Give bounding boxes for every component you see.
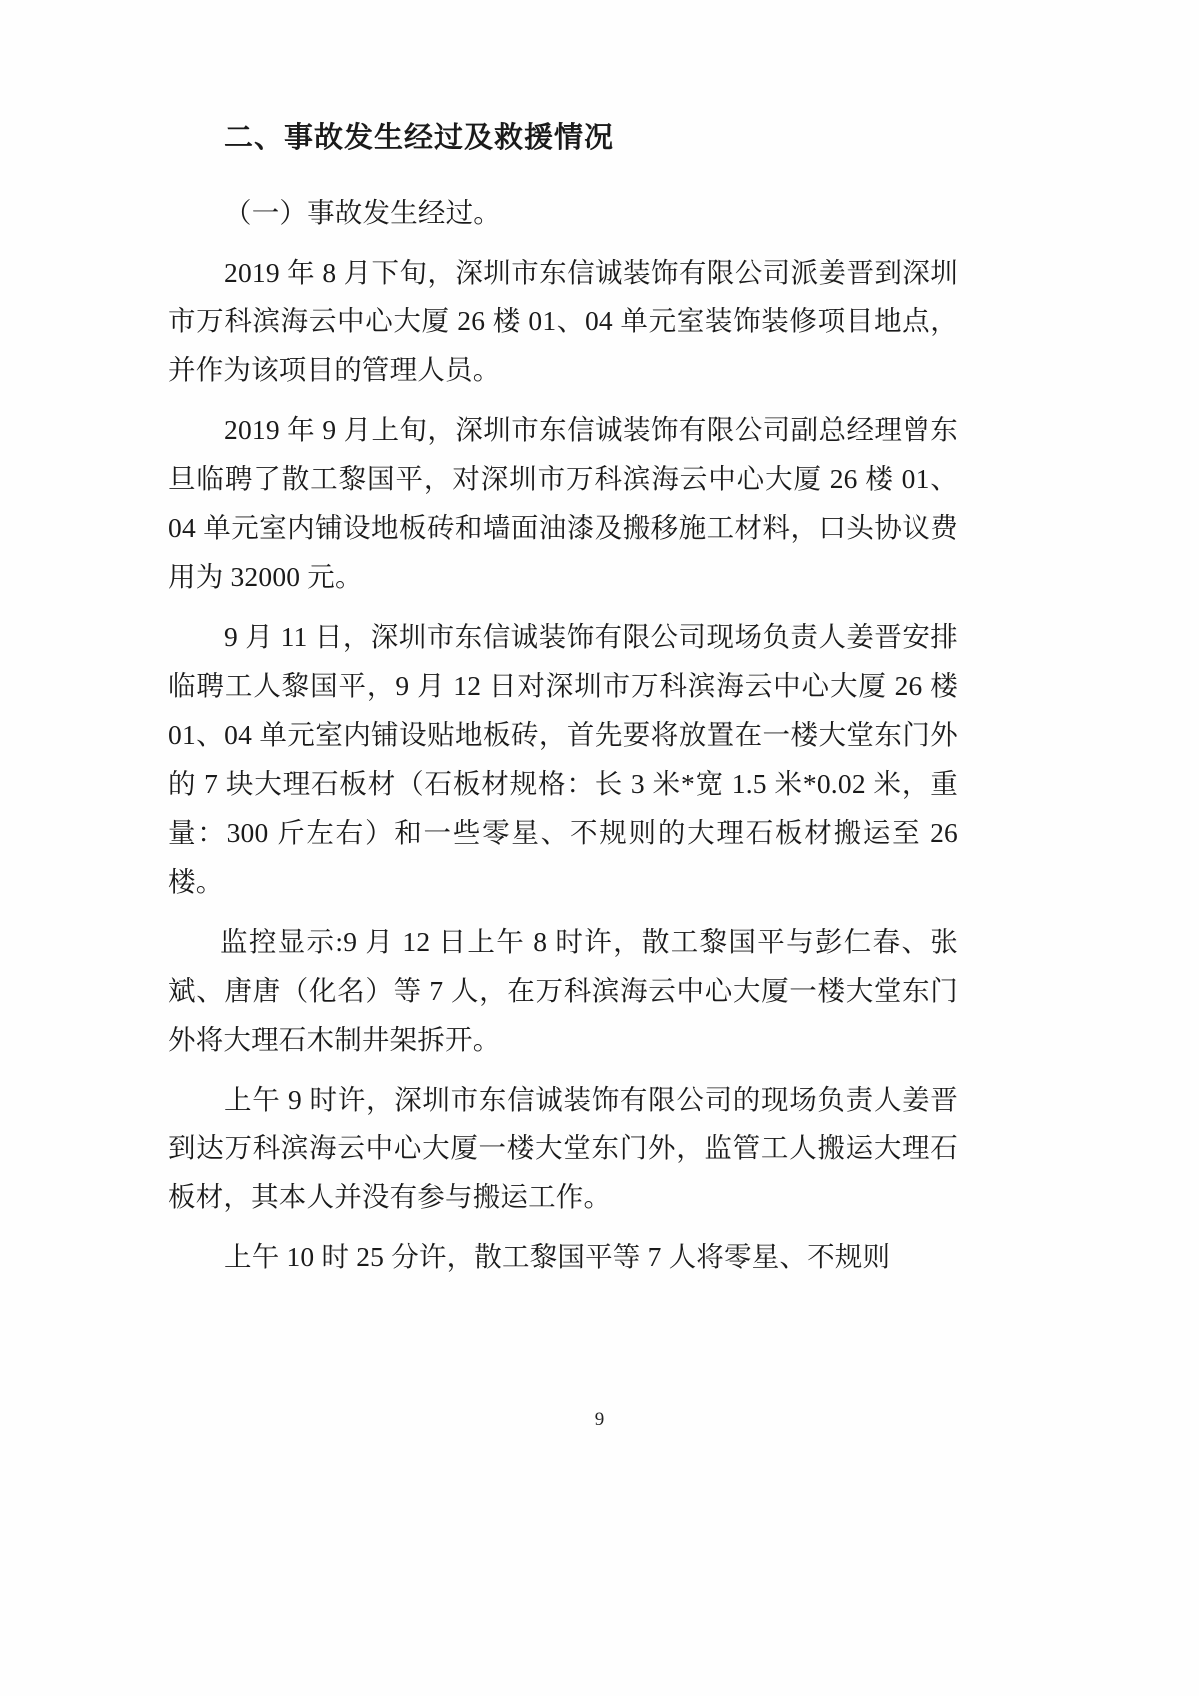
paragraph-1: 2019 年 8 月下旬，深圳市东信诚装饰有限公司派姜晋到深圳市万科滨海云中心大厦 26 楼 01、04 单元室装饰装修项目地点，并作为该项目的管理人员。 [168,256,958,386]
paragraph-subsection-title: （一）事故发生经过。 [224,196,501,228]
paragraph-4: 监控显示:9 月 12 日上午 8 时许，散工黎国平与彭仁春、张斌、唐唐（化名）等 7 人，在万科滨海云中心大厦一楼大堂东门外将大理石木制井架拆开。 [168,925,958,1055]
paragraph-2: 2019 年 9 月上旬，深圳市东信诚装饰有限公司副总经理曾东旦临聘了散工黎国平，对深圳市万科滨海云中心大厦 26 楼 01、04 单元室内铺设地板砖和墙面油漆及搬移施工材料，口头协议费用为 32000 元。 [168,414,958,593]
section-heading: 二、事故发生经过及救援情况 [224,122,615,154]
paragraph-3: 9 月 11 日，深圳市东信诚装饰有限公司现场负责人姜晋安排临聘工人黎国平，9 月 12 日对深圳市万科滨海云中心大厦 26 楼 01、04 单元室内铺设贴地板砖，首先要将放置在一楼大堂东门外的 7 块大理石板材（石板材规格：长 3 米*宽 1.5 米*0.02 米，重量：300 斤左右）和一些零星、不规则的大理石板材搬运至 26 楼。 [168,621,958,897]
paragraph-5: 上午 9 时许，深圳市东信诚装饰有限公司的现场负责人姜晋到达万科滨海云中心大厦一楼大堂东门外，监管工人搬运大理石板材，其本人并没有参与搬运工作。 [168,1083,958,1213]
page-number: 9 [594,1409,605,1430]
paragraph-6: 上午 10 时 25 分许，散工黎国平等 7 人将零星、不规则 [224,1241,891,1273]
page-content [168,118,958,1293]
